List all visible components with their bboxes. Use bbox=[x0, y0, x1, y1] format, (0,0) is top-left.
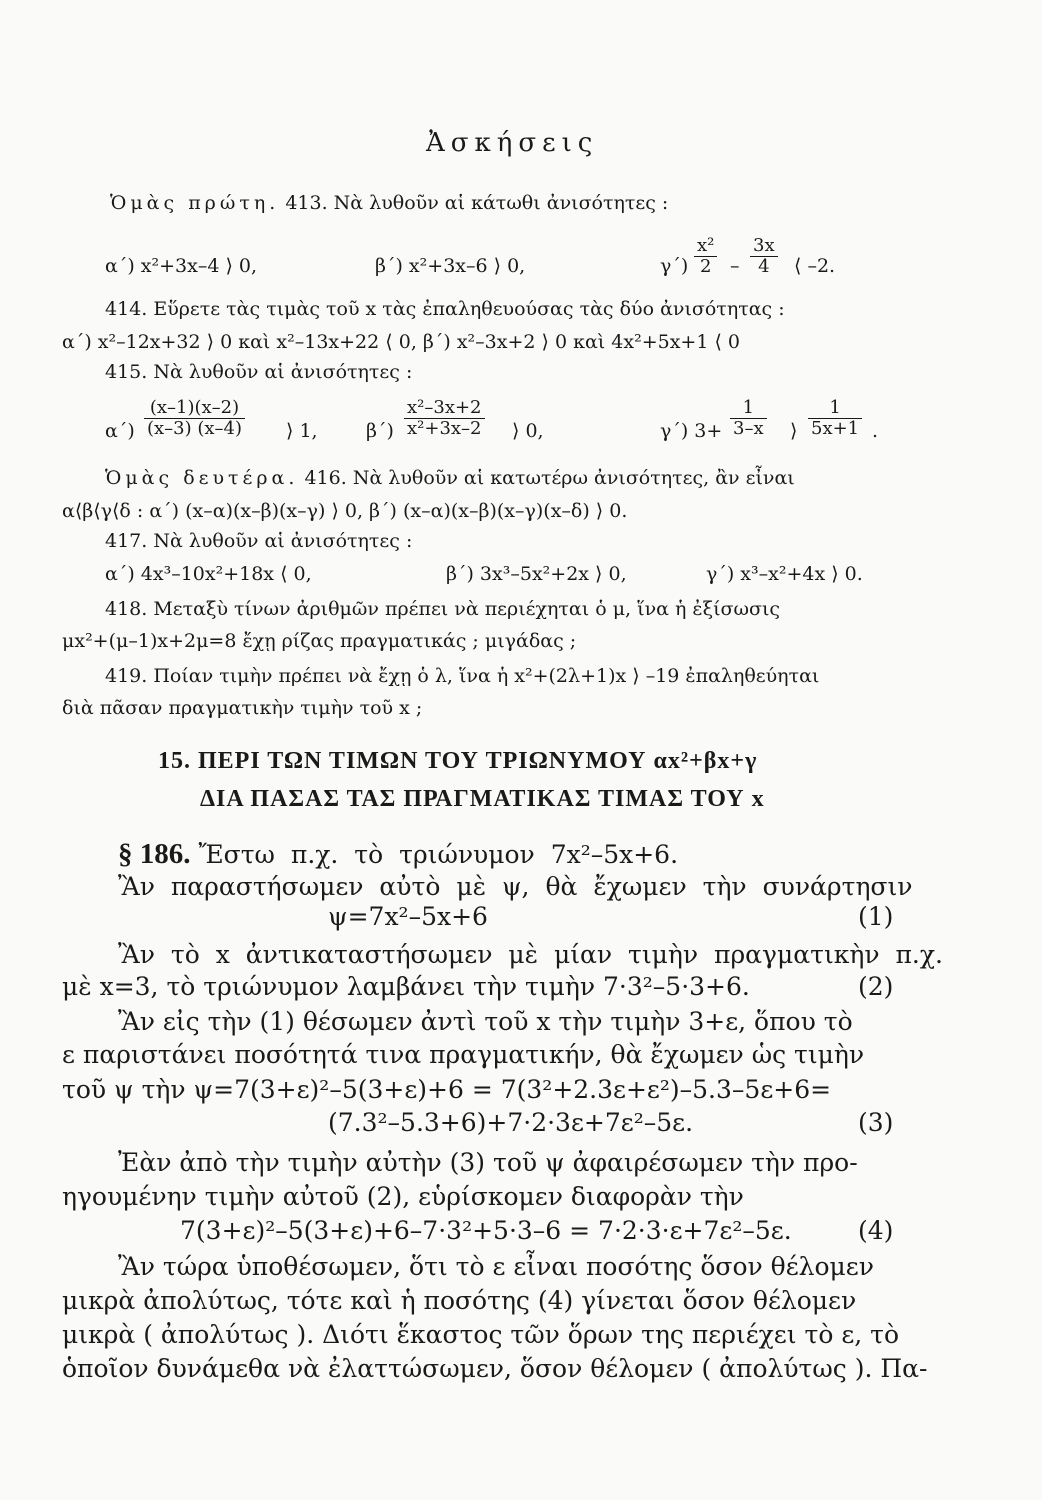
paragraph-186-text: Ἔστω π.χ. τὸ τριώνυμον 7x²–5x+6. bbox=[198, 840, 679, 869]
fraction-415-a: $\frac{(x-1)(x-2)}{(x-3) (x-4)}$ bbox=[144, 398, 245, 439]
body-line: Ἐὰν ἀπὸ τὴν τιμὴν αὐτὴν (3) τοῦ ψ ἀφαιρέσωμεν τὴν προ- bbox=[118, 1148, 858, 1177]
body-line: Ἂν τὸ x ἀντικαταστήσωμεν μὲ μίαν τιμὴν πραγματικὴν π.χ. bbox=[118, 940, 943, 969]
group-1-label: Ὁμὰς πρώτη. bbox=[110, 192, 280, 214]
fraction-415-c1: $\frac{1}{3-x}$ bbox=[730, 398, 767, 439]
exercise-414: 414. Εὕρετε τὰς τιμὰς τοῦ x τὰς ἐπαληθευούσας τὰς δύο ἀνισότητας : bbox=[105, 298, 785, 320]
exercise-413-c-label: γ΄) bbox=[660, 255, 689, 277]
fraction-415-b: $\frac{\text{x²–3x+2}}{\text{x²+3x–2}}$ bbox=[404, 398, 485, 439]
body-line: μικρὰ ἀπολύτως, τότε καὶ ἡ ποσότης (4) γίνεται ὅσον θέλομεν bbox=[62, 1286, 857, 1315]
exercise-416-parts: α⟨β⟨γ⟨δ : α΄) (x–α)(x–β)(x–γ) ⟩ 0, β΄) (x–α)(x–β)(x–γ)(x–δ) ⟩ 0. bbox=[62, 500, 628, 522]
section-heading-line-1: 15. ΠΕΡΙ ΤΩΝ ΤΙΜΩΝ ΤΟΥ ΤΡΙΩΝΥΜΟΥ αx²+βx+γ bbox=[158, 748, 758, 774]
period: . bbox=[872, 420, 879, 442]
paragraph-186-start bbox=[118, 838, 678, 871]
exercise-416 bbox=[105, 467, 795, 489]
equation-4: 7(3+ε)²–5(3+ε)+6–7·3²+5·3–6 = 7·2·3·ε+7ε²–5ε. bbox=[180, 1216, 792, 1245]
greater-sign: ⟩ bbox=[790, 420, 798, 442]
section-heading-line-2: ΔΙΑ ΠΑΣΑΣ ΤΑΣ ΠΡΑΓΜΑΤΙΚΑΣ ΤΙΜΑΣ ΤΟΥ x bbox=[200, 786, 765, 812]
exercise-413 bbox=[110, 192, 668, 214]
exercise-415-b-tail: ⟩ 0, bbox=[512, 420, 544, 442]
exercise-415: 415. Νὰ λυθοῦν αἱ ἀνισότητες : bbox=[105, 361, 413, 383]
exercise-415-a-tail: ⟩ 1, bbox=[286, 420, 318, 442]
exercise-417: 417. Νὰ λυθοῦν αἱ ἀνισότητες : bbox=[105, 530, 413, 552]
body-line: μικρὰ ( ἀπολύτως ). Διότι ἕκαστος τῶν ὅρων της περιέχει τὸ ε, τὸ bbox=[62, 1320, 900, 1349]
exercise-415-c-label: γ΄) 3+ bbox=[660, 420, 723, 442]
body-line: τοῦ ψ τὴν ψ=7(3+ε)²–5(3+ε)+6 = 7(3²+2.3ε+ε²)–5.3–5ε+6= bbox=[62, 1075, 832, 1104]
body-line: μὲ x=3, τὸ τριώνυμον λαμβάνει τὴν τιμὴν 7·3²–5·3+6. bbox=[62, 972, 750, 1001]
fraction-415-c2: $\frac{1}{5x+1}$ bbox=[808, 398, 862, 439]
exercise-415-b-label: β΄) bbox=[366, 420, 394, 442]
equation-number-2: (2) bbox=[858, 972, 894, 1001]
body-line: ὁποῖον δυνάμεθα νὰ ἐλαττώσωμεν, ὅσον θέλομεν ( ἀπολύτως ). Πα- bbox=[62, 1354, 928, 1383]
exercise-413-c-tail: ⟨ –2. bbox=[794, 255, 836, 277]
equation-number-3: (3) bbox=[858, 1108, 894, 1137]
exercise-418: 418. Μεταξὺ τίνων ἀριθμῶν πρέπει νὰ περιέχηται ὁ μ, ἵνα ἡ ἐξίσωσις bbox=[105, 598, 781, 620]
exercise-417-b: β΄) 3x³–5x²+2x ⟩ 0, bbox=[446, 563, 627, 585]
body-line: ηγουμένην τιμὴν αὐτοῦ (2), εὑρίσκομεν διαφορὰν τὴν bbox=[62, 1182, 744, 1211]
exercise-418-cont: μx²+(μ–1)x+2μ=8 ἔχῃ ρίζας πραγματικάς ; μιγάδας ; bbox=[62, 630, 577, 652]
fraction-3x-over-4: $\frac{3x}{4}$ bbox=[750, 236, 778, 277]
equation-number-1: (1) bbox=[858, 902, 894, 931]
exercise-413-b: β΄) x²+3x–6 ⟩ 0, bbox=[375, 255, 526, 277]
exercise-417-a: α΄) 4x³–10x²+18x ⟨ 0, bbox=[105, 563, 312, 585]
group-2-label: Ὁμὰς δευτέρα. bbox=[105, 467, 299, 489]
section-number: § 186. bbox=[118, 838, 191, 870]
body-line: ε παριστάνει ποσότητά τινα πραγματικήν, θὰ ἔχωμεν ὡς τιμὴν bbox=[62, 1040, 865, 1069]
body-line: Ἂν παραστήσωμεν αὐτὸ μὲ ψ, θὰ ἔχωμεν τὴν συνάρτησιν bbox=[118, 872, 913, 901]
body-line: Ἂν εἰς τὴν (1) θέσωμεν ἀντὶ τοῦ x τὴν τιμὴν 3+ε, ὅπου τὸ bbox=[118, 1007, 853, 1036]
page-title: Ἀσκήσεις bbox=[426, 128, 599, 158]
minus-sign: – bbox=[730, 255, 740, 277]
body-line: Ἂν τώρα ὑποθέσωμεν, ὅτι τὸ ε εἶναι ποσότης ὅσον θέλομεν bbox=[118, 1252, 874, 1281]
equation-1: ψ=7x²–5x+6 bbox=[328, 902, 488, 931]
exercise-419-cont: διὰ πᾶσαν πραγματικὴν τιμὴν τοῦ x ; bbox=[62, 697, 423, 719]
equation-number-4: (4) bbox=[858, 1216, 894, 1245]
exercise-419: 419. Ποίαν τιμὴν πρέπει νὰ ἔχῃ ὁ λ, ἵνα ἡ x²+(2λ+1)x ⟩ –19 ἐπαληθεύηται bbox=[105, 665, 820, 687]
equation-3: (7.3²–5.3+6)+7·2·3ε+7ε²–5ε. bbox=[328, 1108, 694, 1137]
exercise-417-c: γ΄) x³–x²+4x ⟩ 0. bbox=[706, 563, 863, 585]
exercise-414-parts: α΄) x²–12x+32 ⟩ 0 καὶ x²–13x+22 ⟨ 0, β΄) x²–3x+2 ⟩ 0 καὶ 4x²+5x+1 ⟨ 0 bbox=[62, 331, 741, 353]
fraction-x2-over-2: $\frac{\text{x²}}{2}$ bbox=[694, 236, 717, 277]
exercise-413-a: α΄) x²+3x–4 ⟩ 0, bbox=[105, 255, 258, 277]
exercise-415-a-label: α΄) bbox=[105, 420, 135, 442]
exercise-413-text: 413. Νὰ λυθοῦν αἱ κάτωθι ἀνισότητες : bbox=[285, 192, 669, 214]
exercise-416-text: 416. Νὰ λυθοῦν αἱ κατωτέρω ἀνισότητες, ἂν εἶναι bbox=[304, 467, 795, 489]
